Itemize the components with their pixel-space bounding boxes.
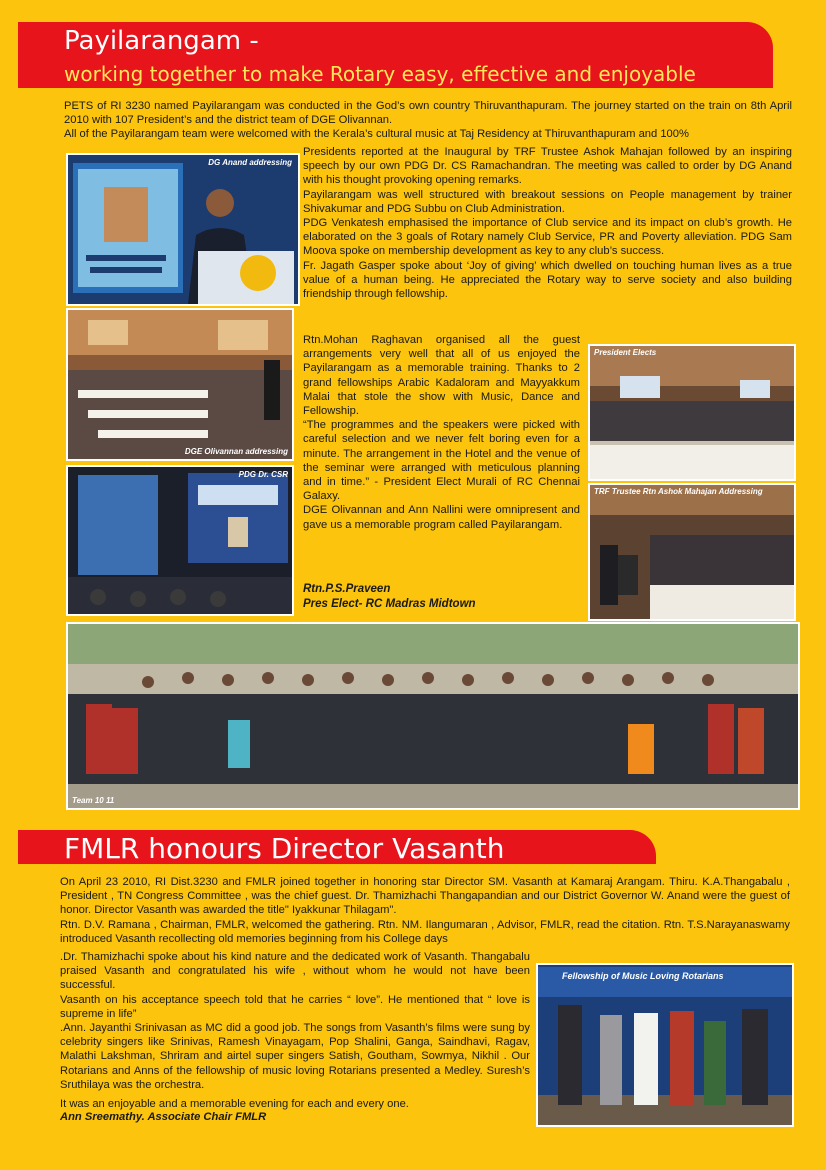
paragraph: PETS of RI 3230 named Payilarangam was conducted in the God’s own country Thiruvanthapuram. The journey started on the train on 8th April 2010 with 107 President’s and the district team of DGE Olivannan. bbox=[64, 100, 792, 127]
fmlr-article-top bbox=[60, 875, 790, 946]
photo-caption: Fellowship of Music Loving Rotarians bbox=[562, 971, 724, 981]
fmlr-closing-line: It was an enjoyable and a memorable evening for each and every one. bbox=[60, 1098, 409, 1110]
header-banner-fmlr bbox=[18, 830, 656, 864]
paragraph: All of the Payilarangam team were welcomed with the Kerala’s cultural music at Taj Residency at Thiruvanthapuram and 100% bbox=[64, 128, 689, 141]
photo-caption: DG Anand addressing bbox=[208, 158, 292, 167]
paragraph: .Ann. Jayanthi Srinivasan as MC did a good job. The songs from Vasanth’s films were sung by celebrity singers like Srinivas, Ramesh Vinayagam, Pop Shalini, Ganga, Saindhavi, Ragav, Malathi Lakshman, Shriram and airtel super singers Satish, Goutham, Sowmya, Nikhil . Our Rotarians and Anns of the fellowship of music loving Rotarians presented a Medley. Suresh’s Sruthilaya was the orchestra. bbox=[60, 1022, 530, 1091]
photo-dg-anand bbox=[66, 153, 300, 306]
paragraph: Rtn.Mohan Raghavan organised all the guest arrangements very well that all of us enjoyed the Payilarangam as a memorable training. Thanks to 2 grand fellowships Arabic Kadaloram and Mayyakkum Malai that stole the show with Music, Dance and Fellowship. bbox=[303, 334, 580, 418]
article-signature bbox=[303, 582, 476, 611]
photo-caption: PDG Dr. CSR bbox=[238, 470, 288, 479]
signature-name: Rtn.P.S.Praveen bbox=[303, 583, 391, 595]
photo-caption: President Elects bbox=[594, 348, 657, 357]
paragraph: Fr. Jagath Gasper spoke about ‘Joy of giving’ which dwelled on touching human lives as a true value of a human being. He appreciated the Rotary way to serve society and also building friendship through fellowship. bbox=[303, 259, 792, 301]
photo-team-group bbox=[66, 622, 800, 810]
article-column-lower bbox=[303, 333, 580, 532]
photo-dge-olivannan bbox=[66, 308, 294, 461]
signature-role: Pres Elect- RC Madras Midtown bbox=[303, 597, 476, 610]
paragraph: “The programmes and the speakers were picked with careful selection and we never felt boring even for a minute. The arrangement in the Hotel and the venue of the seminar were arranged with meticulous planning and in time.” - President Elect Murali of RC Chennai Galaxy. bbox=[303, 419, 580, 503]
photo-caption: Team 10 11 bbox=[72, 796, 115, 805]
header-banner-payilarangam bbox=[18, 22, 773, 88]
photo-pdg-csr bbox=[66, 465, 294, 616]
photo-caption: TRF Trustee Rtn Ashok Mahajan Addressing bbox=[594, 487, 763, 496]
fmlr-article-body bbox=[60, 950, 530, 1092]
fmlr-signature: Ann Sreemathy. Associate Chair FMLR bbox=[60, 1111, 267, 1123]
article-title: FMLR honours Director Vasanth bbox=[64, 832, 505, 865]
paragraph: On April 23 2010, RI Dist.3230 and FMLR joined together in honoring star Director SM. Vasanth at Kamaraj Arangam. Thiru. K.A.Thangabalu , President , TN Congress Committee , was the chief guest. Dr. Thamizhachi Thangapandian and our District Governor W. Anand were the guest of honor. Director Vasanth was awarded the title" Iyakkunar Thilagam". bbox=[60, 876, 790, 917]
paragraph: Rtn. D.V. Ramana , Chairman, FMLR, welcomed the gathering. Rtn. NM. Ilangumaran , Advisor, FMLR, read the citation. Rtn. T.S.Narayanaswamy introduced Vasanth recollecting old memories beginning from his College days bbox=[60, 918, 790, 945]
paragraph: .Dr. Thamizhachi spoke about his kind nature and the dedicated work of Vasanth. Thangabalu praised Vasanth and congratulated his wife , without whom he would not have been successful. bbox=[60, 951, 530, 992]
paragraph: PDG Venkatesh emphasised the importance of Club service and its impact on club’s growth. He elaborated on the 3 goals of Rotary namely Club Service, PR and Poverty alleviation. PDG Sam Moova spoke on membership development as key to any club’s success. bbox=[303, 217, 792, 258]
paragraph: Payilarangam was well structured with breakout sessions on People management by trainer Shivakumar and PDG Subbu on Club Administration. bbox=[303, 188, 792, 215]
article-intro bbox=[64, 99, 792, 142]
photo-trf-trustee bbox=[588, 483, 796, 621]
article-column-upper bbox=[303, 145, 792, 301]
article-subtitle: working together to make Rotary easy, effective and enjoyable bbox=[64, 62, 696, 86]
photo-fmlr-stage bbox=[536, 963, 794, 1127]
paragraph: Vasanth on his acceptance speech told that he carries “ love”. He mentioned that “ love is supreme in life” bbox=[60, 993, 530, 1020]
photo-president-elects bbox=[588, 344, 796, 481]
photo-caption: DGE Olivannan addressing bbox=[184, 447, 288, 456]
paragraph: Presidents reported at the Inaugural by TRF Trustee Ashok Mahajan followed by an inspiring speech by our own PDG Dr. CS Ramachandran. The meeting was called to order by DG Anand with his thought provoking opening remarks. bbox=[303, 146, 792, 187]
article-title: Payilarangam - bbox=[64, 26, 259, 56]
paragraph: DGE Olivannan and Ann Nallini were omnipresent and gave us a memorable program called Payilarangam. bbox=[303, 504, 580, 531]
